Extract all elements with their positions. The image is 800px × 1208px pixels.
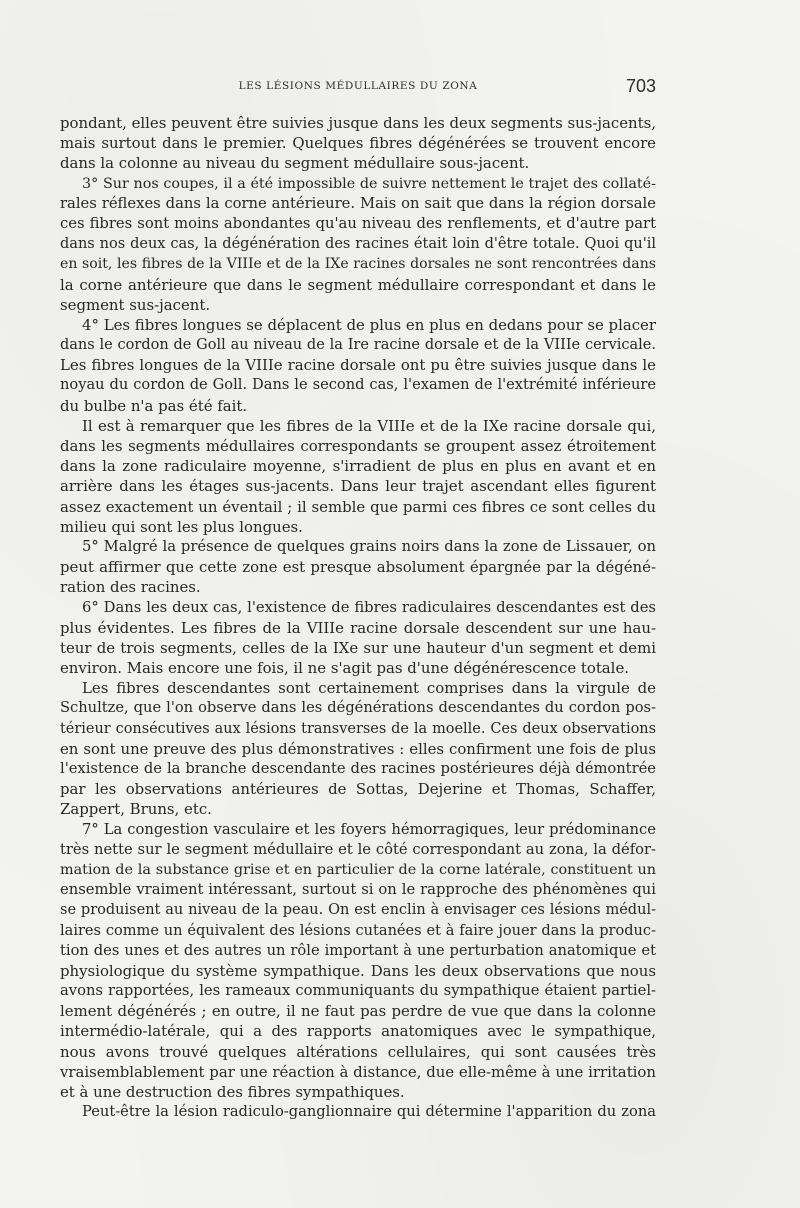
text-line: peut affirmer que cette zone est presque absolument épargnée par la dégéné-: [60, 558, 656, 577]
text-line: 7° La congestion vasculaire et les foyers hémorragiques, leur prédominance: [82, 820, 656, 838]
text-line: 6° Dans les deux cas, l'existence de fibres radiculaires descendantes est des: [82, 598, 656, 616]
text-line: Les fibres longues de la VIIIe racine dorsale ont pu être suivies jusque dans le: [60, 356, 656, 375]
text-line: tion des unes et des autres un rôle important à une perturbation anatomique et: [60, 941, 656, 959]
running-head: [60, 76, 656, 100]
text-line: Zappert, Bruns, etc.: [60, 800, 212, 819]
text-line: arrière dans les étages sus-jacents. Dans leur trajet ascendant elles figurent: [60, 477, 656, 496]
text-line: environ. Mais encore une fois, il ne s'agit pas d'une dégénérescence totale.: [60, 659, 629, 678]
text-line: intermédio-latérale, qui a des rapports anatomiques avec le sympathique,: [60, 1022, 656, 1041]
page-number: 703: [625, 76, 656, 96]
text-line: ensemble vraiment intéressant, surtout si on le rapproche des phénomènes qui: [60, 881, 656, 899]
text-line: 5° Malgré la présence de quelques grains noirs dans la zone de Lissauer, on: [82, 537, 656, 555]
text-line: pondant, elles peuvent être suivies jusque dans les deux segments sus-jacents,: [60, 114, 656, 132]
text-line: mation de la substance grise et en particulier de la corne latérale, constituent un: [60, 861, 656, 878]
text-line: Peut-être la lésion radiculo-ganglionnaire qui détermine l'apparition du zona: [82, 1103, 656, 1121]
text-line: la corne antérieure que dans le segment médullaire correspondant et dans le: [60, 275, 656, 294]
text-line: Schultze, que l'on observe dans les dégénérations descendantes du cordon pos-: [60, 699, 656, 717]
text-line: dans la zone radiculaire moyenne, s'irradient de plus en plus en avant et en: [60, 457, 656, 476]
text-line: Il est à remarquer que les fibres de la VIIIe et de la IXe racine dorsale qui,: [82, 416, 656, 435]
text-line: dans les segments médullaires correspondants se groupent assez étroitement: [60, 437, 656, 455]
text-line: dans le cordon de Goll au niveau de la Ire racine dorsale et de la VIIIe cervicale.: [60, 337, 656, 354]
text-line: laires comme un équivalent des lésions cutanées et à faire jouer dans la produc-: [60, 921, 656, 939]
text-line: en sont une preuve des plus démonstratives : elles confirment une fois de plus: [60, 739, 656, 758]
text-line: plus évidentes. Les fibres de la VIIIe racine dorsale descendent sur une hau-: [60, 618, 656, 637]
text-line: lement dégénérés ; en outre, il ne faut pas perdre de vue que dans la colonne: [60, 1002, 656, 1021]
text-line: avons rapportées, les rameaux communiquants du sympathique étaient partiel-: [60, 982, 656, 1000]
body-text: [60, 113, 656, 1122]
text-line: assez exactement un éventail ; il semble que parmi ces fibres ce sont celles du: [60, 497, 656, 516]
text-line: du bulbe n'a pas été fait.: [60, 396, 248, 415]
text-line: nous avons trouvé quelques altérations cellulaires, qui sont causées très: [60, 1042, 656, 1061]
text-line: en soit, les fibres de la VIIIe et de la IXe racines dorsales ne sont rencontrées dans: [60, 256, 656, 273]
text-line: et à une destruction des fibres sympathiques.: [60, 1083, 405, 1101]
text-line: ces fibres sont moins abondantes qu'au niveau des renflements, et d'autre part: [60, 214, 656, 232]
text-line: se produisent au niveau de la peau. On est enclin à envisager ces lésions médul-: [60, 902, 656, 919]
text-line: 4° Les fibres longues se déplacent de plus en plus en dedans pour se placer: [82, 315, 656, 334]
text-line: noyau du cordon de Goll. Dans le second cas, l'examen de l'extrémité inférieure: [60, 376, 656, 394]
text-line: physiologique du système sympathique. Dans les deux observations que nous: [60, 961, 656, 980]
text-line: très nette sur le segment médullaire et le côté correspondant au zona, la défor-: [60, 840, 656, 858]
text-line: dans la colonne au niveau du segment médullaire sous-jacent.: [60, 154, 530, 173]
text-line: teur de trois segments, celles de la IXe sur une hauteur d'un segment et demi: [60, 638, 656, 657]
text-line: l'existence de la branche descendante des racines postérieures déjà démontrée: [60, 760, 656, 777]
running-title: LES LÉSIONS MÉDULLAIRES DU ZONA: [238, 80, 478, 92]
text-line: mais surtout dans le premier. Quelques fibres dégénérées se trouvent encore: [60, 134, 656, 153]
text-line: segment sus-jacent.: [60, 295, 211, 314]
text-line: rales réflexes dans la corne antérieure. Mais on sait que dans la région dorsale: [60, 194, 656, 212]
text-line: ration des racines.: [60, 578, 201, 597]
text-line: vraisemblablement par une réaction à distance, due elle-même à une irritation: [60, 1062, 656, 1081]
text-line: dans nos deux cas, la dégénération des racines était loin d'être totale. Quoi qu'il: [60, 236, 656, 253]
text-line: par les observations antérieures de Sottas, Dejerine et Thomas, Schaffer,: [60, 780, 656, 799]
text-line: milieu qui sont les plus longues.: [60, 517, 303, 536]
text-line: 3° Sur nos coupes, il a été impossible de suivre nettement le trajet des collaté-: [82, 175, 656, 192]
text-line: Les fibres descendantes sont certainement comprises dans la virgule de: [82, 679, 656, 698]
text-line: térieur consécutives aux lésions transverses de la moelle. Ces deux observations: [60, 720, 656, 737]
